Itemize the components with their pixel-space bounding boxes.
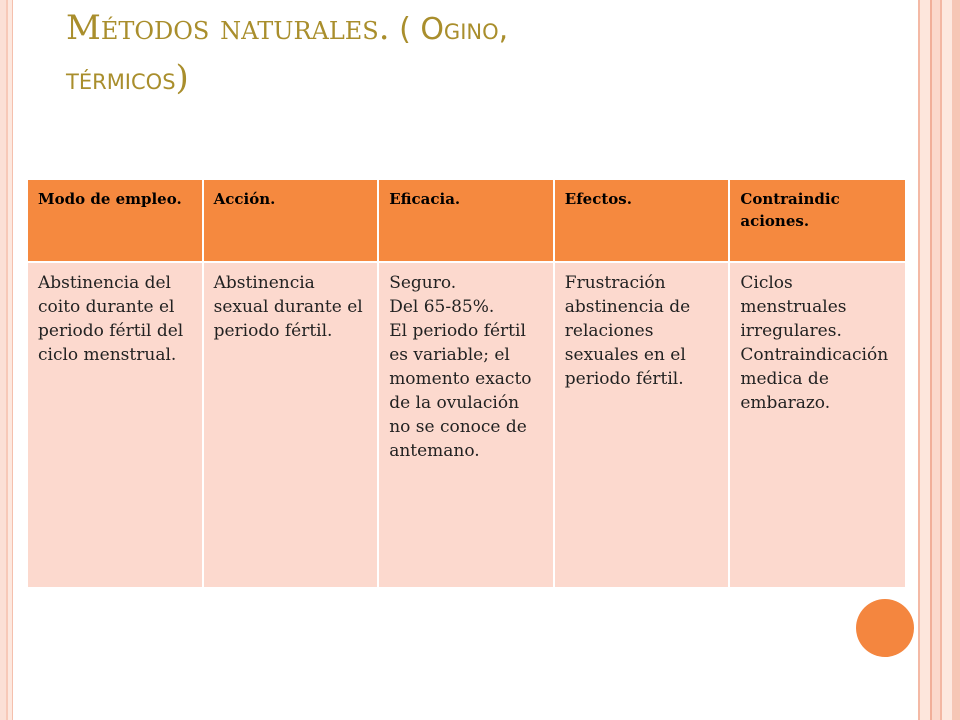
cell-eficacia: Seguro. Del 65-85%. El periodo fértil es variable; el momento exacto de la ovulación no se conoce de antemano.	[379, 263, 553, 587]
slide-title	[66, 4, 886, 104]
title-close-paren: )	[175, 58, 189, 98]
decorative-circle	[856, 599, 914, 657]
header-efectos: Efectos.	[555, 180, 729, 261]
cell-modo-empleo: Abstinencia del coito durante el periodo fértil del ciclo menstrual.	[28, 263, 202, 587]
table-row	[28, 263, 905, 587]
cell-accion: Abstinencia sexual durante el periodo fértil.	[204, 263, 378, 587]
header-eficacia: Eficacia.	[379, 180, 553, 261]
cell-contraindicaciones: Ciclos menstruales irregulares. Contraindicación medica de embarazo.	[730, 263, 905, 587]
title-main: Métodos naturales.	[66, 8, 390, 48]
right-decorative-border	[918, 0, 960, 720]
methods-table	[26, 178, 907, 589]
table-header-row	[28, 180, 905, 261]
header-modo-empleo: Modo de empleo.	[28, 180, 202, 261]
header-accion: Acción.	[204, 180, 378, 261]
title-paren: ( Ogino,	[389, 12, 509, 47]
header-contraindicaciones: Contraindic aciones.	[730, 180, 905, 261]
cell-efectos: Frustración abstinencia de relaciones sexuales en el periodo fértil.	[555, 263, 729, 587]
title-termicos: térmicos	[66, 62, 176, 97]
left-decorative-border	[0, 0, 18, 720]
